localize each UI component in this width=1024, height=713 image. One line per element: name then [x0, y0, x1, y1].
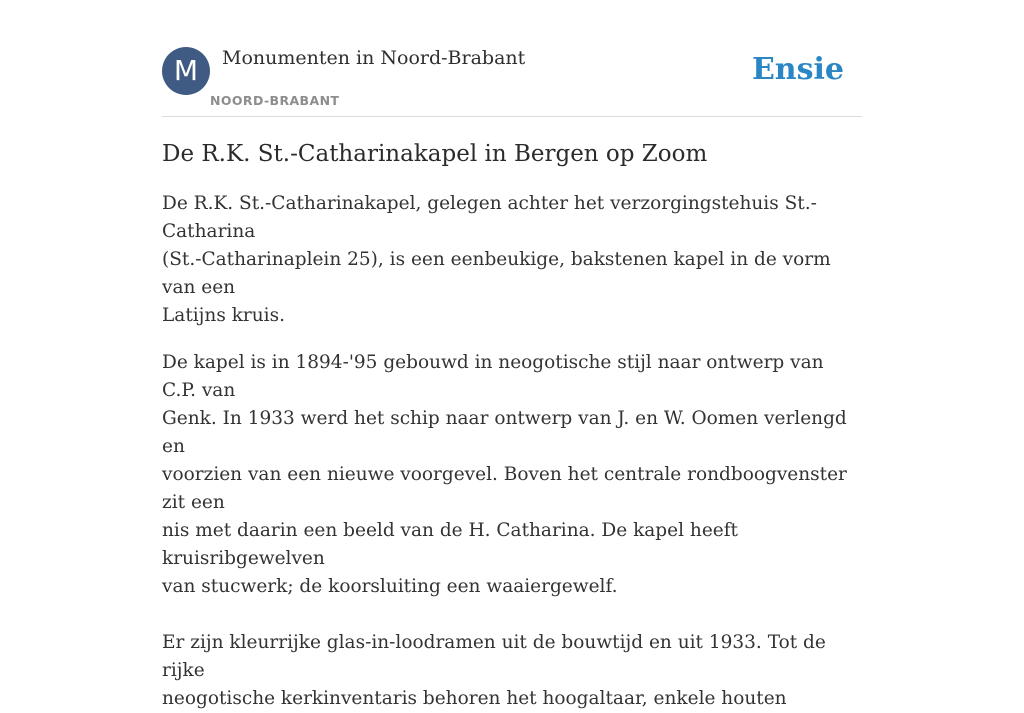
channel-title-link[interactable]: Monumenten in Noord-Brabant: [222, 47, 526, 69]
ensie-logo[interactable]: Ensie: [751, 52, 844, 87]
article-paragraph: De kapel is in 1894-'95 gebouwd in neogotische stijl naar ontwerp van C.P. van Genk. In 1933 werd het schip naar ontwerp van J. en W. Oomen verlengd en voorzien van een nieuwe voorgevel. Boven het centrale rondboogvenster zit een nis met daarin een beeld van de H. Catharina. De kapel heeft kruisribgewelven van stucwerk; de koorsluiting een waaiergewelf.: [162, 352, 847, 597]
region-label[interactable]: NOORD-BRABANT: [210, 93, 340, 108]
article-paragraph: Er zijn kleurrijke glas-in-loodramen uit de bouwtijd en uit 1933. Tot de rijke neogotische kerkinventaris behoren het hoogaltaar, enkele houten: [162, 632, 826, 709]
header: [162, 46, 862, 117]
article-paragraph: De R.K. St.-Catharinakapel, gelegen achter het verzorgingstehuis St.-Catharina (St.-Catharinaplein 25), is een eenbeukige, bakstenen kapel in de vorm van een Latijns kruis.: [162, 193, 831, 326]
article: [162, 138, 862, 713]
channel-avatar[interactable]: M: [162, 47, 210, 95]
article-title: De R.K. St.-Catharinakapel in Bergen op Zoom: [162, 141, 708, 167]
